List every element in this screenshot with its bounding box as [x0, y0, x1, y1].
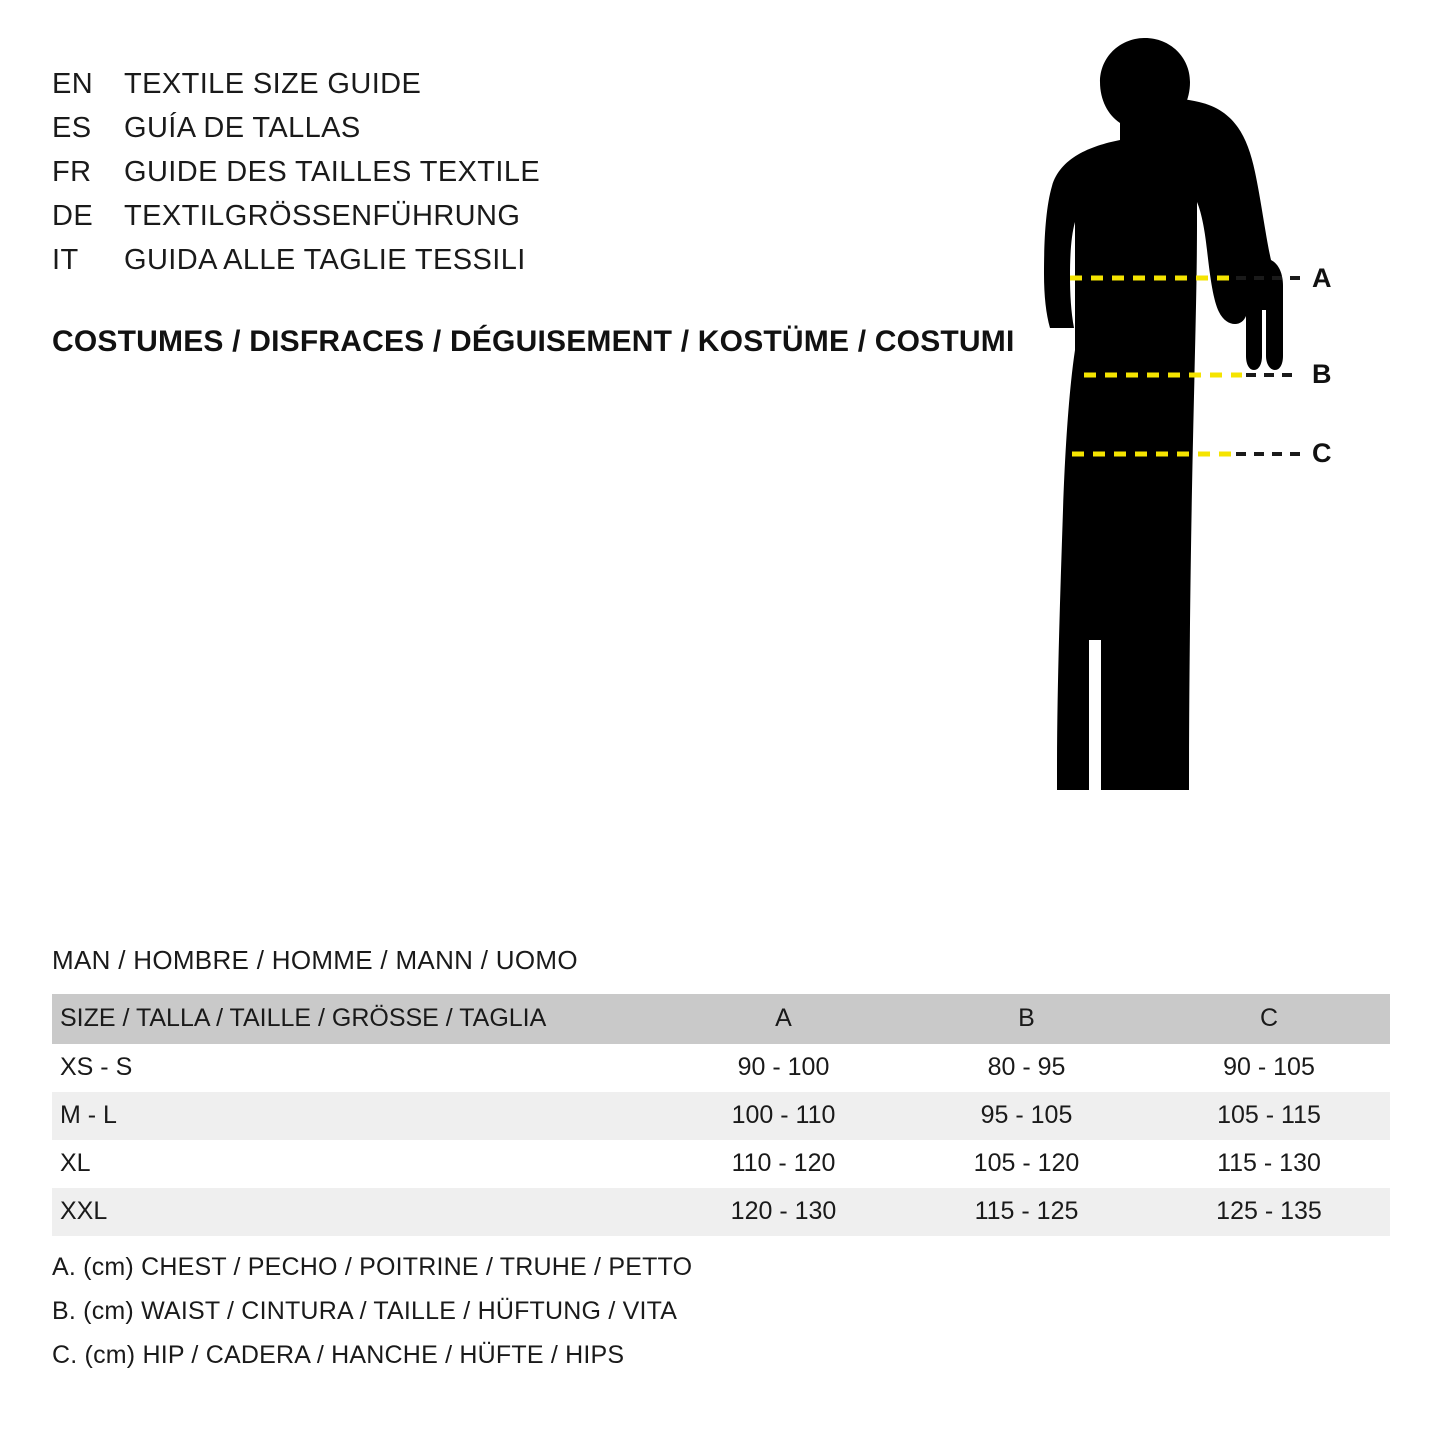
cell-a: 100 - 110: [731, 1101, 836, 1129]
size-table-caption: MAN / HOMBRE / HOMME / MANN / UOMO: [52, 945, 578, 975]
table-row: [52, 1188, 1390, 1236]
language-text-it: GUIDA ALLE TAGLIE TESSILI: [124, 244, 526, 276]
language-row-fr: [52, 156, 952, 200]
table-row: [52, 1092, 1390, 1140]
size-table-section: [52, 945, 1392, 1236]
size-guide-figure: [960, 30, 1380, 900]
language-code-de: DE: [52, 200, 94, 232]
cell-c: 90 - 105: [1223, 1053, 1315, 1081]
language-row-it: [52, 244, 952, 288]
language-text-fr: GUIDE DES TAILLES TEXTILE: [124, 156, 541, 188]
measure-label-b: B: [1312, 359, 1332, 389]
measure-label-c: C: [1312, 438, 1332, 468]
legend-item-c: C. (cm) HIP / CADERA / HANCHE / HÜFTE / HIPS: [52, 1341, 625, 1369]
language-text-es: GUÍA DE TALLAS: [124, 112, 361, 144]
size-table: [52, 994, 1390, 1236]
table-header-size: SIZE / TALLA / TAILLE / GRÖSSE / TAGLIA: [52, 994, 662, 1044]
cell-size: M - L: [60, 1101, 117, 1129]
cell-size: XXL: [60, 1197, 108, 1225]
language-code-it: IT: [52, 244, 79, 276]
measurement-legend: [52, 1245, 1052, 1377]
language-row-es: [52, 112, 952, 156]
legend-item-b: B. (cm) WAIST / CINTURA / TAILLE / HÜFTUNG / VITA: [52, 1297, 678, 1325]
language-code-fr: FR: [52, 156, 92, 188]
cell-c: 105 - 115: [1217, 1101, 1321, 1129]
language-code-en: EN: [52, 68, 94, 100]
language-list: [52, 68, 952, 288]
measure-label-a: A: [1312, 263, 1332, 293]
cell-a: 90 - 100: [737, 1053, 830, 1081]
language-row-de: [52, 200, 952, 244]
cell-b: 95 - 105: [980, 1101, 1073, 1129]
cell-a: 120 - 130: [730, 1197, 837, 1225]
cell-c: 115 - 130: [1217, 1149, 1321, 1177]
cell-size: XL: [60, 1149, 91, 1177]
cell-c: 125 - 135: [1216, 1197, 1322, 1225]
legend-item-a: A. (cm) CHEST / PECHO / POITRINE / TRUHE / PETTO: [52, 1253, 693, 1281]
language-row-en: [52, 68, 952, 112]
language-text-en: TEXTILE SIZE GUIDE: [124, 68, 422, 100]
language-code-es: ES: [52, 112, 92, 144]
cell-b: 105 - 120: [973, 1149, 1080, 1177]
language-text-de: TEXTILGRÖSSENFÜHRUNG: [124, 200, 521, 232]
table-header-a: A: [662, 994, 905, 1044]
table-row: [52, 1140, 1390, 1188]
table-header-c: C: [1148, 994, 1390, 1044]
table-header-row: [52, 994, 1390, 1044]
cell-b: 80 - 95: [987, 1053, 1066, 1081]
table-header-b: B: [905, 994, 1148, 1044]
table-row: [52, 1044, 1390, 1092]
cell-a: 110 - 120: [731, 1149, 836, 1177]
page-subtitle: COSTUMES / DISFRACES / DÉGUISEMENT / KOSTÜME / COSTUMI: [52, 325, 1015, 358]
cell-b: 115 - 125: [974, 1197, 1079, 1225]
cell-size: XS - S: [60, 1053, 133, 1081]
